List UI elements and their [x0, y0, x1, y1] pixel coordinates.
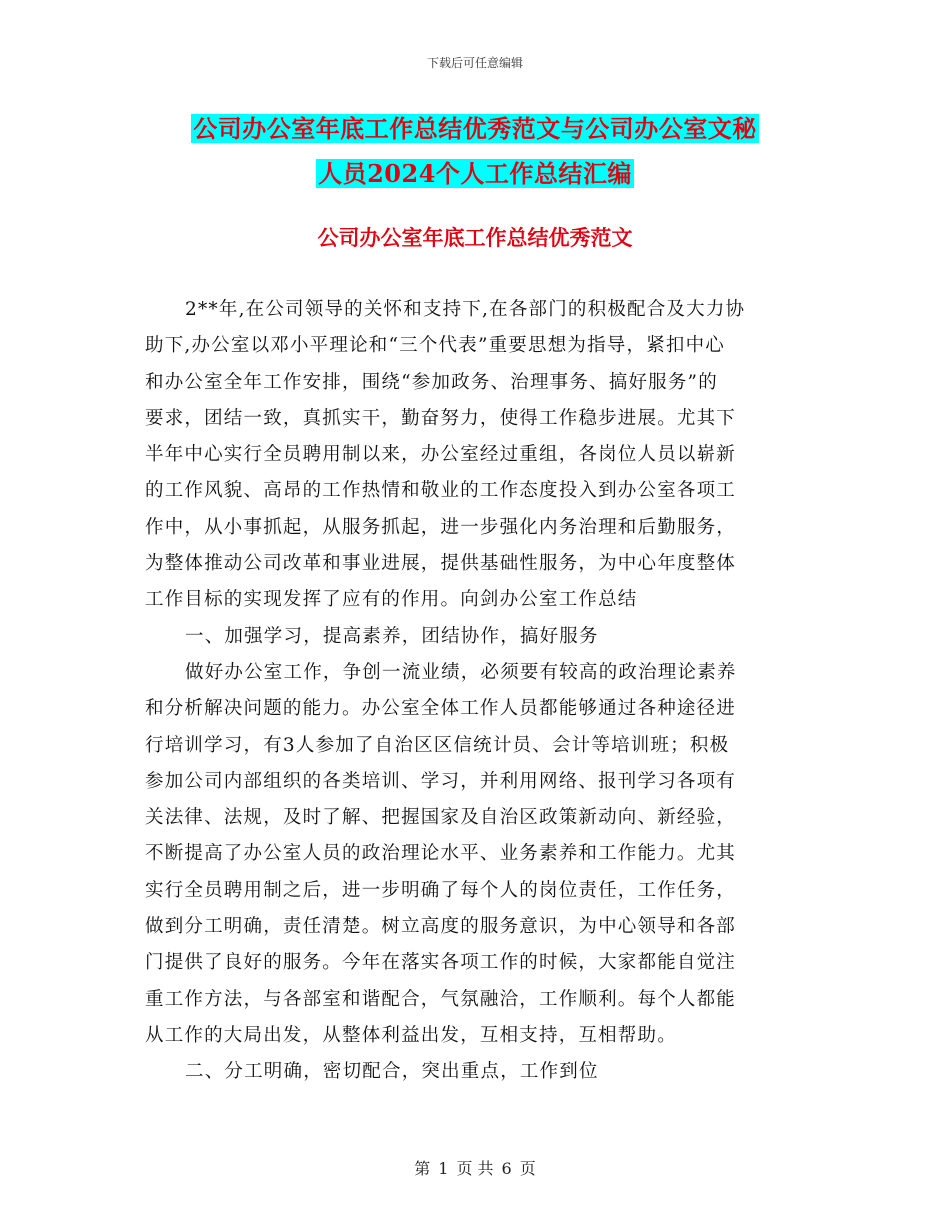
section-heading-2: 二、分工明确，密切配合，突出重点，工作到位 [185, 1061, 599, 1083]
body-line: 做到分工明确，责任清楚。树立高度的服务意识，为中心领导和各部 [145, 916, 737, 938]
document-title-line-1 [145, 112, 805, 146]
page-footer [0, 1156, 950, 1179]
document-body [145, 292, 805, 1091]
body-line: 为整体推动公司改革和事业进展，提供基础性服务，为中心年度整体 [145, 553, 737, 575]
body-line: 参加公司内部组织的各类培训、学习，并利用网络、报刊学习各项有 [145, 770, 737, 792]
body-line: 2**年,在公司领导的关怀和支持下,在各部门的积极配合及大力协 [185, 299, 746, 320]
body-line: 重工作方法，与各部室和谐配合，气氛融洽，工作顺利。每个人都能 [145, 988, 737, 1010]
body-line: 不断提高了办公室人员的政治理论水平、业务素养和工作能力。尤其 [145, 843, 737, 865]
body-line: 的工作风貌、高昂的工作热情和敬业的工作态度投入到办公室各项工 [145, 480, 737, 502]
footer-mid: 页 共 [456, 1159, 494, 1178]
title-text-2: 人员2024个人工作总结汇编 [318, 159, 632, 188]
body-line: 和办公室全年工作安排，围绕“参加政务、治理事务、搞好服务”的 [145, 371, 718, 393]
title-text-1: 公司办公室年底工作总结优秀范文与公司办公室文秘 [193, 114, 757, 143]
footer-total-pages: 6 [501, 1159, 512, 1178]
body-line: 半年中心实行全员聘用制以来，办公室经过重组，各岗位人员以崭新 [145, 444, 737, 466]
body-line: 做好办公室工作，争创一流业绩，必须要有较高的政治理论素养 [185, 661, 737, 683]
body-line: 和分析解决问题的能力。办公室全体工作人员都能够通过各种途径进 [145, 698, 737, 720]
body-line: 关法律、法规，及时了解、把握国家及自治区政策新动向、新经验， [145, 807, 737, 829]
body-line: 要求，团结一致，真抓实干，勤奋努力，使得工作稳步进展。尤其下 [145, 407, 737, 429]
document-title-line-2 [145, 157, 805, 191]
body-line: 门提供了良好的服务。今年在落实各项工作的时候，大家都能自觉注 [145, 952, 737, 974]
page-header-note: 下载后可任意编辑 [426, 56, 523, 70]
footer-page-number: 1 [438, 1159, 449, 1178]
footer-prefix: 第 [414, 1159, 431, 1178]
body-line: 助下,办公室以邓小平理论和“三个代表”重要思想为指导，紧扣中心 [145, 335, 725, 357]
body-line: 工作目标的实现发挥了应有的作用。向剑办公室工作总结 [145, 589, 638, 611]
body-line: 行培训学习，有3人参加了自治区区信统计员、会计等培训班；积极 [145, 734, 730, 756]
body-line: 实行全员聘用制之后，进一步明确了每个人的岗位责任，工作任务， [145, 879, 737, 901]
section-heading-1: 一、加强学习，提高素养，团结协作，搞好服务 [185, 625, 599, 647]
footer-suffix: 页 [519, 1159, 536, 1178]
body-line: 从工作的大局出发，从整体利益出发，互相支持，互相帮助。 [145, 1024, 677, 1046]
section-title: 公司办公室年底工作总结优秀范文 [317, 225, 633, 250]
body-line: 作中，从小事抓起，从服务抓起，进一步强化内务治理和后勤服务， [145, 516, 737, 538]
